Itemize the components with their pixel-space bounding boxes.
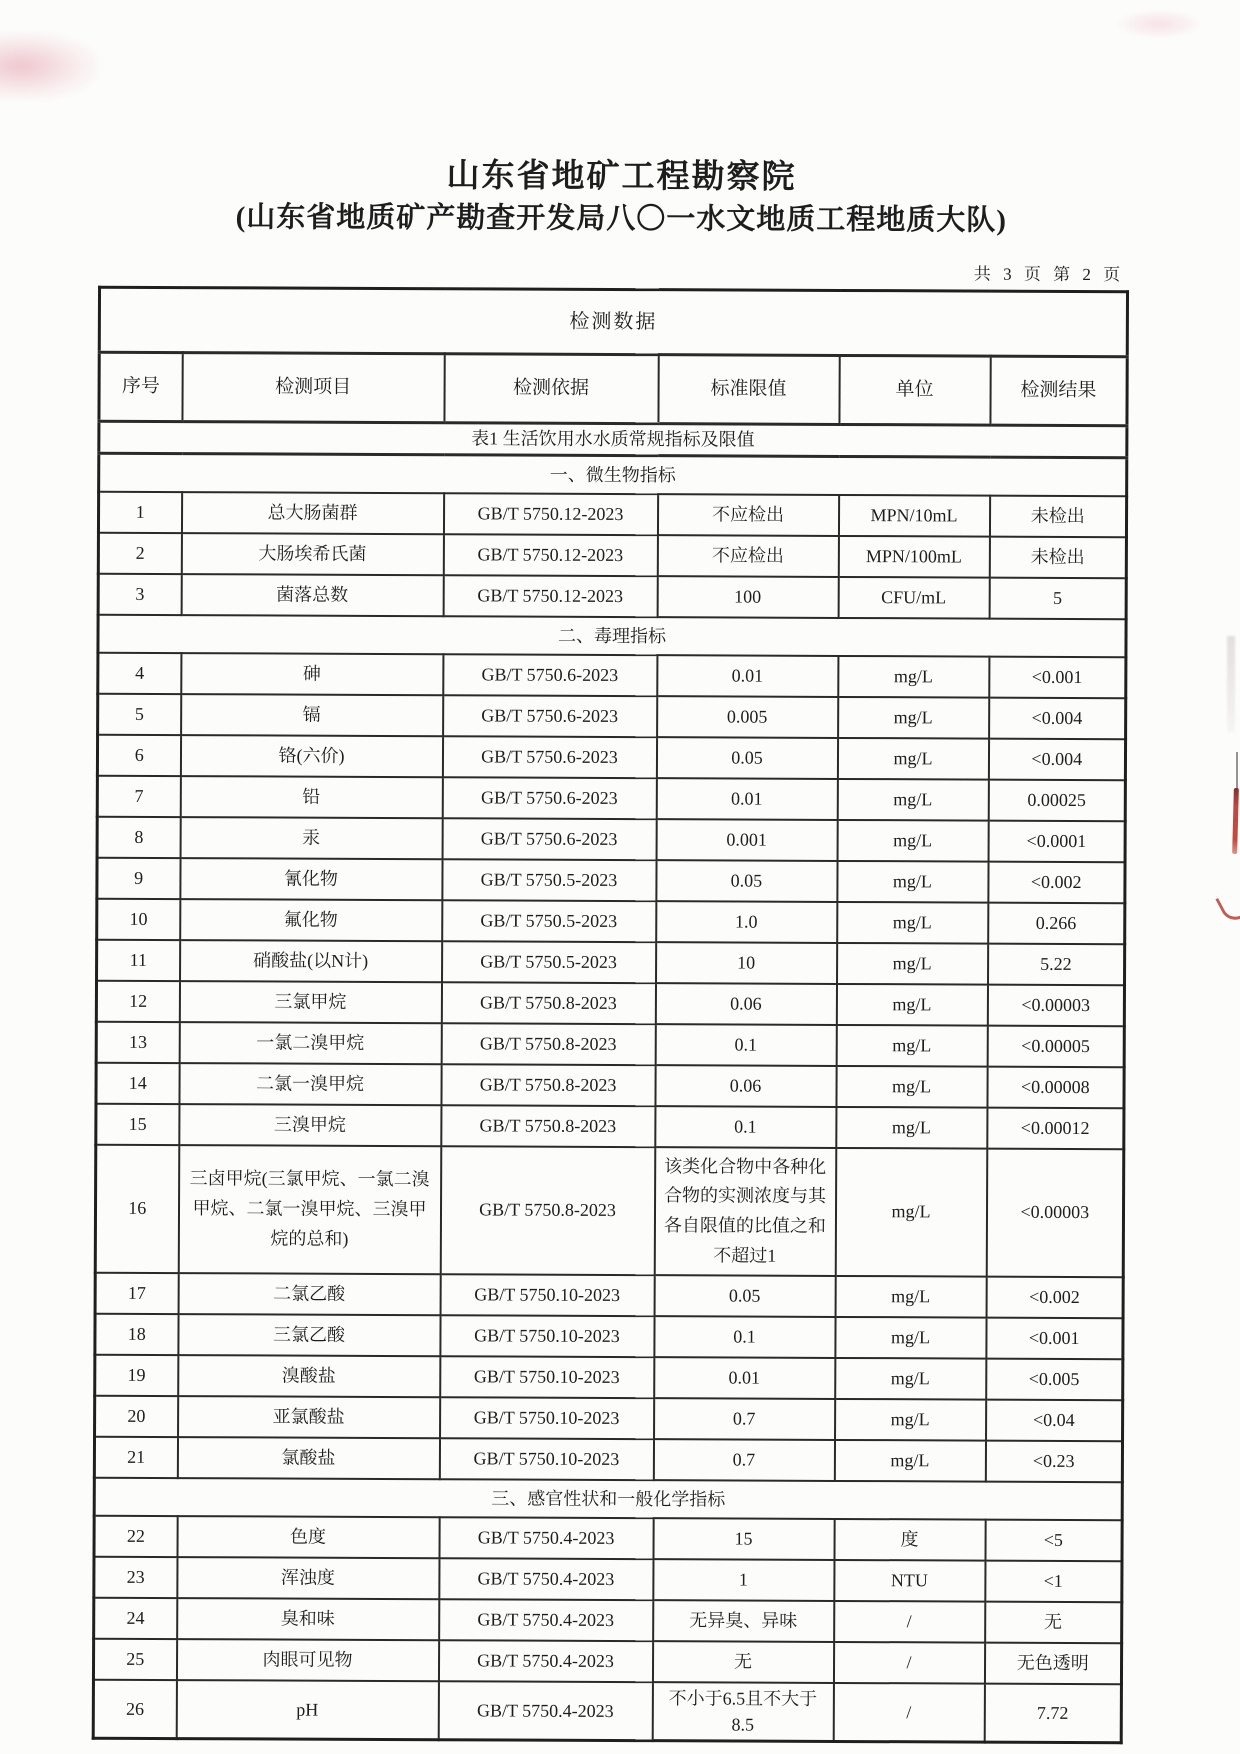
cell-basis: GB/T 5750.10-2023 — [440, 1356, 654, 1398]
cell-basis: GB/T 5750.4-2023 — [439, 1558, 653, 1600]
cell-result: <0.0001 — [988, 821, 1125, 863]
table-row — [96, 981, 1124, 1026]
cell-result: 无色透明 — [984, 1643, 1121, 1685]
cell-unit: mg/L — [834, 1440, 985, 1482]
cell-basis: GB/T 5750.8-2023 — [440, 1146, 655, 1275]
cell-basis: GB/T 5750.5-2023 — [442, 900, 656, 942]
table-row — [95, 1355, 1123, 1400]
cell-result: 5.22 — [988, 944, 1125, 986]
cell-seq: 1 — [98, 492, 181, 533]
cell-seq: 8 — [97, 817, 180, 858]
cell-limit: 0.06 — [655, 983, 836, 1025]
table-row — [97, 940, 1125, 985]
table-row — [95, 1145, 1124, 1277]
cell-item: 铅 — [180, 776, 442, 818]
cell-basis: GB/T 5750.5-2023 — [442, 859, 656, 901]
cell-limit: 15 — [653, 1518, 834, 1560]
cell-seq: 10 — [97, 899, 180, 940]
cell-seq: 22 — [94, 1516, 177, 1557]
cell-result: <1 — [985, 1561, 1122, 1603]
cell-seq: 7 — [97, 776, 180, 817]
table-row — [93, 1680, 1121, 1743]
cell-unit: mg/L — [837, 779, 988, 821]
cell-result: <5 — [985, 1520, 1122, 1562]
section-header-row — [98, 615, 1126, 657]
table-row — [94, 1598, 1122, 1643]
table-row — [98, 492, 1126, 537]
cell-item: 三氯乙酸 — [178, 1314, 440, 1356]
cell-basis: GB/T 5750.6-2023 — [442, 777, 656, 819]
cell-result: 未检出 — [989, 537, 1126, 579]
cell-limit: 无 — [652, 1641, 833, 1683]
cell-item: 硝酸盐(以N计) — [180, 940, 442, 982]
cell-result: <0.002 — [988, 862, 1125, 904]
cell-unit: mg/L — [836, 1107, 987, 1149]
cell-basis: GB/T 5750.10-2023 — [439, 1438, 653, 1480]
cell-item: pH — [176, 1680, 438, 1740]
cell-limit: 0.06 — [655, 1065, 836, 1107]
cell-result: <0.00012 — [987, 1108, 1124, 1150]
table-row — [94, 1516, 1122, 1561]
cell-unit: mg/L — [837, 861, 988, 903]
table-caption-row — [99, 287, 1127, 356]
cell-limit: 不应检出 — [657, 494, 838, 536]
table-row — [93, 1639, 1121, 1684]
column-header-basis: 检测依据 — [444, 354, 658, 424]
cell-unit: / — [833, 1683, 984, 1742]
cell-item: 浑浊度 — [177, 1557, 439, 1599]
cell-limit: 不小于6.5且不大于8.5 — [652, 1682, 833, 1741]
cell-unit: mg/L — [837, 820, 988, 862]
cell-item: 三卤甲烷(三氯甲烷、一氯二溴甲烷、二氯一溴甲烷、三溴甲烷的总和) — [178, 1145, 441, 1274]
cell-limit: 0.1 — [655, 1106, 836, 1148]
cell-basis: GB/T 5750.6-2023 — [442, 818, 656, 860]
table-row — [97, 817, 1125, 862]
cell-item: 一氯二溴甲烷 — [179, 1022, 441, 1064]
cell-basis: GB/T 5750.6-2023 — [443, 654, 657, 696]
cell-unit: NTU — [834, 1560, 985, 1602]
cell-seq: 23 — [94, 1557, 177, 1598]
cell-item: 三氯甲烷 — [179, 981, 441, 1023]
cell-basis: GB/T 5750.6-2023 — [442, 736, 656, 778]
cell-item: 肉眼可见物 — [176, 1639, 438, 1681]
cell-unit: / — [833, 1642, 984, 1684]
cell-basis: GB/T 5750.12-2023 — [443, 575, 657, 617]
cell-result: 0.00025 — [988, 780, 1125, 822]
cell-seq: 5 — [98, 694, 181, 735]
cell-item: 砷 — [181, 653, 443, 695]
cell-unit: mg/L — [837, 738, 988, 780]
cell-result: <0.004 — [989, 698, 1126, 740]
cell-limit: 10 — [656, 942, 837, 984]
table-row — [96, 1022, 1124, 1067]
cell-limit: 0.01 — [657, 655, 838, 697]
column-header-unit: 单位 — [839, 355, 990, 425]
cell-limit: 无异臭、异味 — [653, 1600, 834, 1642]
section-header-row — [94, 1478, 1122, 1520]
cell-result: <0.00003 — [986, 1149, 1124, 1278]
cell-limit: 0.7 — [653, 1439, 834, 1481]
table-row — [98, 653, 1126, 698]
cell-unit: CFU/mL — [838, 577, 989, 619]
cell-item: 三溴甲烷 — [179, 1104, 441, 1146]
table-caption: 检测数据 — [99, 287, 1127, 356]
cell-seq: 15 — [96, 1104, 179, 1145]
cell-result: <0.04 — [986, 1400, 1123, 1442]
cell-result: 5 — [989, 578, 1126, 620]
column-header-limit: 标准限值 — [658, 355, 839, 425]
page-indicator: 共 3 页 第 2 页 — [973, 264, 1125, 285]
cell-item: 二氯乙酸 — [178, 1273, 440, 1315]
cell-unit: / — [834, 1601, 985, 1643]
cell-limit: 该类化合物中各种化合物的实测浓度与其各自限值的比值之和不超过1 — [654, 1147, 836, 1276]
section-title: 表1 生活饮用水水质常规指标及限值 — [99, 421, 1127, 457]
cell-result: <0.00005 — [987, 1026, 1124, 1068]
cell-unit: mg/L — [835, 1358, 986, 1400]
cell-seq: 26 — [93, 1680, 176, 1739]
table-body — [93, 421, 1127, 1743]
section-header-row — [99, 453, 1127, 496]
cell-limit: 1.0 — [656, 901, 837, 943]
cell-seq: 18 — [95, 1314, 178, 1355]
cell-basis: GB/T 5750.6-2023 — [443, 695, 657, 737]
cell-seq: 17 — [95, 1273, 178, 1314]
section-title: 一、微生物指标 — [99, 453, 1127, 496]
table-row — [97, 735, 1125, 780]
cell-seq: 25 — [93, 1639, 176, 1680]
cell-limit: 0.05 — [654, 1275, 835, 1317]
cell-limit: 0.01 — [656, 778, 837, 820]
cell-item: 溴酸盐 — [178, 1355, 440, 1397]
table-row — [98, 533, 1126, 578]
cell-limit: 100 — [657, 576, 838, 618]
cell-unit: MPN/10mL — [838, 495, 989, 537]
cell-result: <0.00008 — [987, 1067, 1124, 1109]
cell-unit: mg/L — [836, 1025, 987, 1067]
cell-unit: mg/L — [835, 1276, 986, 1318]
cell-unit: mg/L — [838, 656, 989, 698]
cell-result: <0.004 — [988, 739, 1125, 781]
table-row — [97, 899, 1125, 944]
section-title: 三、感官性状和一般化学指标 — [94, 1478, 1122, 1520]
table-row — [94, 1557, 1122, 1602]
cell-seq: 14 — [96, 1063, 179, 1104]
table-row — [98, 574, 1126, 619]
cell-result: 无 — [985, 1602, 1122, 1644]
cell-item: 氟化物 — [180, 899, 442, 941]
cell-unit: MPN/100mL — [838, 536, 989, 578]
organization-subtitle: (山东省地质矿产勘查开发局八〇一水文地质工程地质大队) — [235, 201, 1008, 237]
cell-basis: GB/T 5750.12-2023 — [443, 493, 657, 535]
cell-item: 汞 — [180, 817, 442, 859]
cell-seq: 21 — [94, 1437, 177, 1478]
cell-unit: mg/L — [838, 697, 989, 739]
cell-basis: GB/T 5750.4-2023 — [438, 1640, 652, 1682]
cell-item: 氯酸盐 — [177, 1437, 439, 1479]
table-row — [95, 1273, 1123, 1318]
cell-item: 氰化物 — [180, 858, 442, 900]
cell-item: 二氯一溴甲烷 — [179, 1063, 441, 1105]
cell-unit: mg/L — [837, 902, 988, 944]
section-title: 二、毒理指标 — [98, 615, 1126, 657]
cell-result: 7.72 — [984, 1684, 1121, 1743]
cell-result: <0.00003 — [987, 985, 1124, 1027]
table-row — [95, 1314, 1123, 1359]
cell-result: <0.001 — [986, 1318, 1123, 1360]
cell-result: <0.001 — [989, 657, 1126, 699]
table-subtitle-row — [99, 421, 1127, 457]
cell-limit: 不应检出 — [657, 535, 838, 577]
column-header-item: 检测项目 — [182, 353, 444, 423]
cell-unit: mg/L — [836, 984, 987, 1026]
cell-limit: 0.01 — [654, 1357, 835, 1399]
table-header-row — [99, 352, 1127, 425]
cell-result: 0.266 — [988, 903, 1125, 945]
cell-item: 总大肠菌群 — [181, 492, 443, 534]
table-row — [96, 1063, 1124, 1108]
cell-item: 大肠埃希氏菌 — [181, 533, 443, 575]
table-row — [97, 776, 1125, 821]
cell-seq: 12 — [96, 981, 179, 1022]
cell-result: <0.23 — [985, 1441, 1122, 1483]
cell-result: <0.002 — [986, 1277, 1123, 1319]
cell-seq: 9 — [97, 858, 180, 899]
cell-seq: 3 — [98, 574, 181, 615]
cell-basis: GB/T 5750.8-2023 — [441, 1023, 655, 1065]
cell-basis: GB/T 5750.4-2023 — [439, 1517, 653, 1559]
cell-unit: mg/L — [837, 943, 988, 985]
cell-limit: 0.005 — [657, 696, 838, 738]
cell-item: 铬(六价) — [180, 735, 442, 777]
cell-limit: 0.1 — [655, 1024, 836, 1066]
cell-unit: mg/L — [836, 1066, 987, 1108]
cell-limit: 1 — [653, 1559, 834, 1601]
table-row — [95, 1396, 1123, 1441]
cell-basis: GB/T 5750.10-2023 — [440, 1315, 654, 1357]
cell-unit: 度 — [834, 1519, 985, 1561]
cell-item: 亚氯酸盐 — [178, 1396, 440, 1438]
cell-basis: GB/T 5750.8-2023 — [441, 1064, 655, 1106]
column-header-seq: 序号 — [99, 352, 182, 421]
cell-basis: GB/T 5750.8-2023 — [441, 1105, 655, 1147]
cell-limit: 0.001 — [656, 819, 837, 861]
cell-basis: GB/T 5750.4-2023 — [439, 1599, 653, 1641]
cell-item: 臭和味 — [177, 1598, 439, 1640]
table-row — [98, 694, 1126, 739]
cell-item: 镉 — [181, 694, 443, 736]
test-data-table — [92, 286, 1129, 1745]
cell-seq: 20 — [95, 1396, 178, 1437]
cell-limit: 0.1 — [654, 1316, 835, 1358]
cell-limit: 0.05 — [656, 860, 837, 902]
cell-limit: 0.7 — [654, 1398, 835, 1440]
cell-limit: 0.05 — [656, 737, 837, 779]
cell-item: 菌落总数 — [181, 574, 443, 616]
cell-unit: mg/L — [835, 1317, 986, 1359]
table-row — [96, 1104, 1124, 1149]
cell-result: <0.005 — [986, 1359, 1123, 1401]
cell-unit: mg/L — [835, 1399, 986, 1441]
cell-seq: 16 — [95, 1145, 179, 1273]
cell-seq: 6 — [97, 735, 180, 776]
table-row — [97, 858, 1125, 903]
cell-basis: GB/T 5750.5-2023 — [442, 941, 656, 983]
cell-item: 色度 — [177, 1516, 439, 1558]
organization-title: 山东省地矿工程勘察院 — [446, 158, 797, 196]
cell-basis: GB/T 5750.8-2023 — [441, 982, 655, 1024]
cell-seq: 19 — [95, 1355, 178, 1396]
cell-seq: 2 — [98, 533, 181, 574]
table-row — [94, 1437, 1122, 1482]
cell-seq: 13 — [96, 1022, 179, 1063]
cell-seq: 24 — [94, 1598, 177, 1639]
cell-basis: GB/T 5750.10-2023 — [440, 1274, 654, 1316]
cell-basis: GB/T 5750.10-2023 — [440, 1397, 654, 1439]
cell-basis: GB/T 5750.12-2023 — [443, 534, 657, 576]
cell-unit: mg/L — [835, 1148, 987, 1277]
column-header-result: 检测结果 — [990, 356, 1127, 426]
cell-seq: 4 — [98, 653, 181, 694]
cell-result: 未检出 — [989, 496, 1126, 538]
cell-seq: 11 — [97, 940, 180, 981]
cell-basis: GB/T 5750.4-2023 — [438, 1681, 652, 1741]
